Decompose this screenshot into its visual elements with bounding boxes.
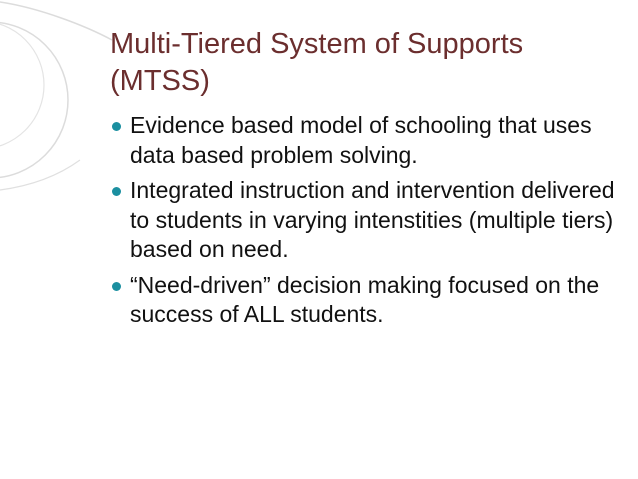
decorative-circle-2	[0, 21, 44, 149]
bullet-dot-icon	[112, 187, 121, 196]
bullet-text: “Need-driven” decision making focused on the success of ALL students.	[130, 271, 600, 327]
bullet-item-need-driven	[110, 271, 622, 330]
bullet-list	[110, 111, 622, 336]
slide-title: Multi-Tiered System of Supports (MTSS)	[110, 28, 524, 97]
bullet-item-evidence-based	[110, 111, 622, 170]
decorative-arc-1	[0, 2, 112, 40]
decorative-circle-1	[0, 22, 68, 178]
bullet-dot-icon	[112, 122, 121, 131]
bullet-text: Integrated instruction and intervention delivered to students in varying intenstities (multiple tiers) based on need.	[130, 177, 615, 262]
bullet-dot-icon	[112, 282, 121, 291]
bullet-item-integrated-instruction	[110, 176, 622, 265]
bullet-text: Evidence based model of schooling that uses data based problem solving.	[130, 112, 592, 168]
